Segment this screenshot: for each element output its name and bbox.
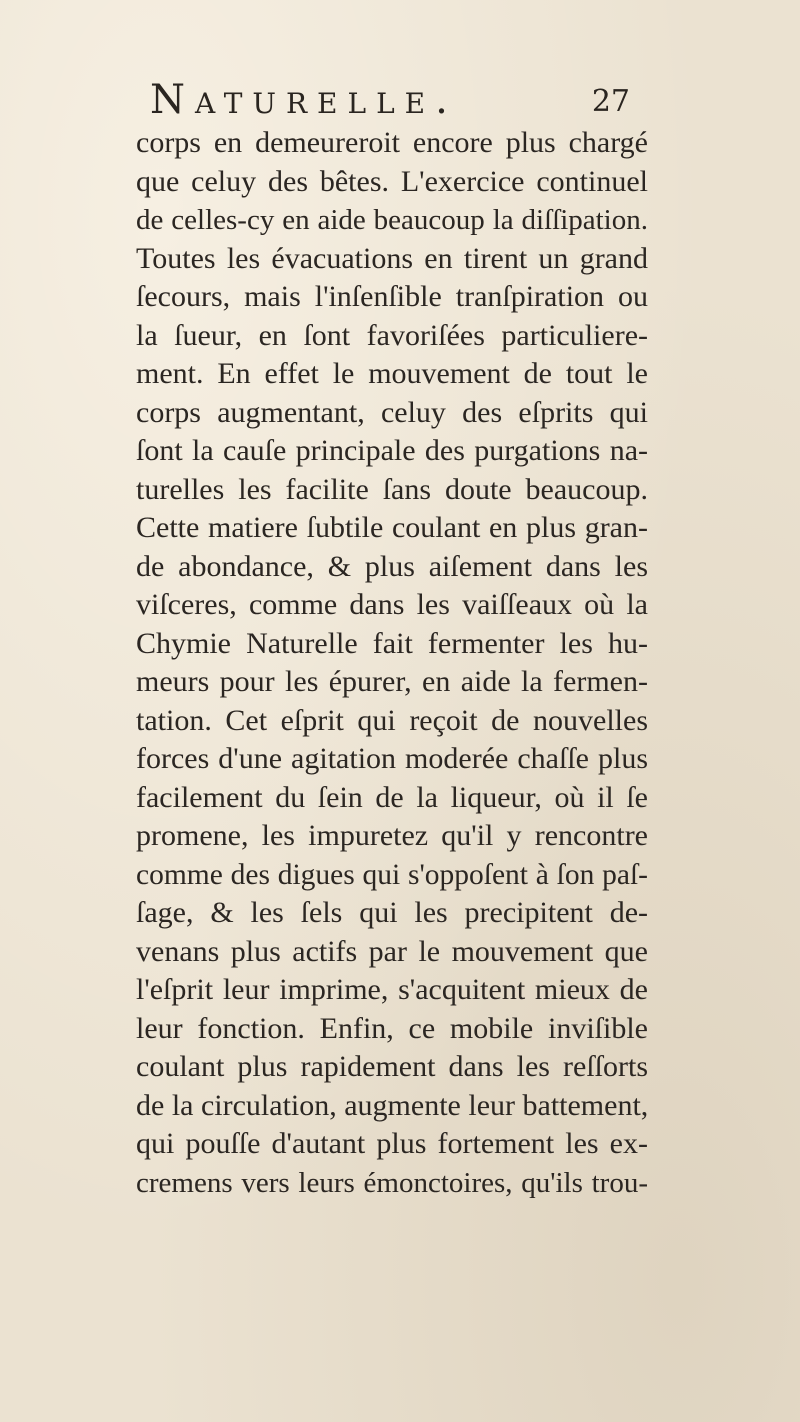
text-line: ſecours, mais l'inſenſible tranſpiration ou [136, 280, 648, 313]
text-line: venans plus actifs par le mouvement que [136, 934, 648, 968]
text-line: que celuy des bêtes. L'exercice continuel [136, 164, 648, 198]
body-text [136, 124, 648, 1202]
text-line: qui pouſſe d'autant plus fortement les ex- [136, 1127, 648, 1160]
page-header [150, 76, 630, 126]
text-line: coulant plus rapidement dans les reſſorts [136, 1050, 648, 1083]
text-line: tation. Cet eſprit qui reçoit de nouvelles [136, 703, 648, 737]
text-line: cremens vers leurs émonctoires, qu'ils trou- [136, 1166, 648, 1199]
text-line: Toutes les évacuations en tirent un grand [136, 241, 648, 275]
text-line: de la circulation, augmente leur battement, [136, 1088, 649, 1122]
text-line: facilement du ſein de la liqueur, où il ſe [136, 780, 648, 814]
page-number: 27 [591, 84, 630, 119]
text-line: viſceres, comme dans les vaiſſeaux où la [136, 588, 648, 621]
text-line: leur fonction. Enfin, ce mobile inviſible [136, 1011, 648, 1045]
running-title: Naturelle. [150, 77, 458, 123]
text-line: ſont la cauſe principale des purgations na- [136, 434, 648, 467]
text-line: comme des digues qui s'oppoſent à ſon paſ- [136, 858, 648, 891]
text-line: l'eſprit leur imprime, s'acquitent mieux de [136, 973, 648, 1006]
text-line: meurs pour les épurer, en aide la fermen- [136, 665, 648, 698]
text-line: Chymie Naturelle fait fermenter les hu- [136, 626, 648, 660]
text-line: forces d'une agitation moderée chaſſe plus [136, 742, 648, 775]
text-line: Cette matiere ſubtile coulant en plus gran- [136, 511, 648, 544]
text-line: de abondance, & plus aiſement dans les [136, 549, 648, 583]
text-line: promene, les impuretez qu'il y rencontre [136, 819, 648, 852]
text-line: de celles-cy en aide beaucoup la diſſipation. [136, 204, 648, 236]
text-line: la ſueur, en ſont favoriſées particuliere- [136, 318, 648, 352]
text-line: ment. En effet le mouvement de tout le [136, 357, 648, 390]
text-line: corps augmentant, celuy des eſprits qui [136, 395, 648, 429]
text-line: corps en demeureroit encore plus chargé [136, 126, 648, 159]
text-line: ſage, & les ſels qui les precipitent de- [136, 896, 648, 929]
text-line: turelles les facilite ſans doute beaucoup. [136, 472, 648, 506]
